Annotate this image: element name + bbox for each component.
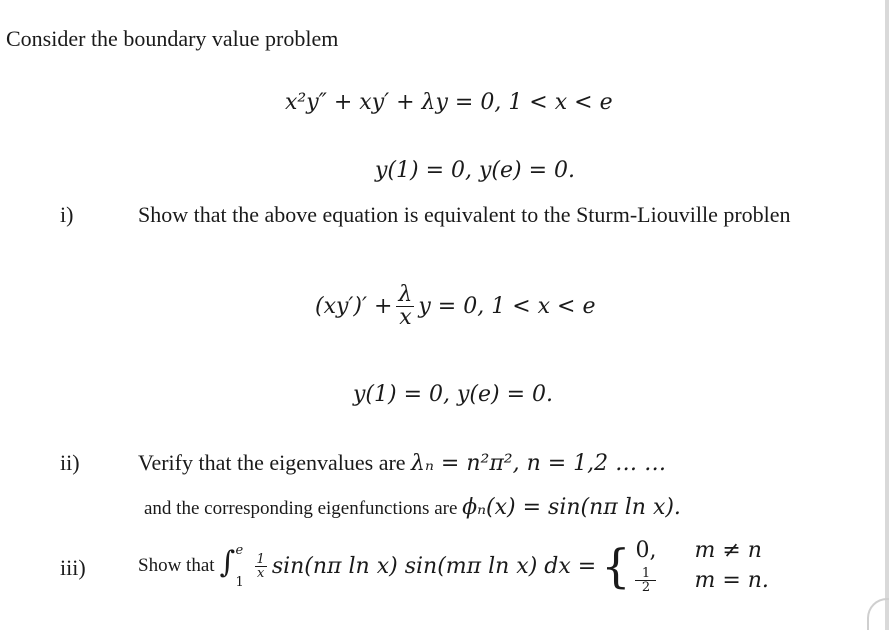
- case2-denominator: 2: [635, 580, 656, 594]
- int-frac-numerator: 1: [256, 551, 265, 567]
- page-edge: [885, 0, 889, 630]
- int-frac-denominator: x: [255, 566, 267, 580]
- eigenfunction-text: and the corresponding eigenfunctions are: [144, 498, 458, 519]
- orthogonality-statement: [138, 538, 769, 594]
- ode-equation: x²y″ + xy′ + λy = 0, 1 < x < e: [285, 90, 613, 115]
- eigenfunction-formula: ϕₙ(x) = sin(nπ ln x).: [462, 495, 681, 520]
- case2-condition: m = n.: [694, 568, 769, 593]
- part-i-text: Show that the above equation is equivalent to the Sturm-Liouville problen: [138, 202, 791, 227]
- part-ii-line1: [138, 450, 666, 476]
- piecewise-cases: [635, 538, 768, 594]
- frac-denominator: x: [396, 306, 414, 329]
- case1-value: 0,: [635, 538, 657, 563]
- show-that-text: Show that: [138, 555, 215, 576]
- part-iii-label: iii): [60, 555, 86, 580]
- integral-sign: [220, 541, 250, 591]
- page-corner: [867, 598, 889, 630]
- sturm-liouville-equation: [315, 284, 595, 329]
- boundary-conditions-1: y(1) = 0, y(e) = 0.: [375, 158, 576, 183]
- part-i-label: i): [60, 202, 74, 227]
- lambda-over-x-fraction: [396, 284, 414, 329]
- one-over-x-fraction: [255, 553, 267, 580]
- integral-upper-limit: e: [235, 543, 244, 558]
- sl-left: (xy′)′ +: [315, 294, 393, 319]
- eigenvalue-formula: λₙ = n²π², n = 1,2 … …: [411, 451, 667, 476]
- integral-symbol: ∫: [219, 545, 236, 580]
- eigenvalue-text: Verify that the eigenvalues are: [138, 450, 406, 475]
- sl-right: y = 0, 1 < x < e: [418, 294, 596, 319]
- integrand: sin(nπ ln x) sin(mπ ln x) dx =: [271, 553, 597, 579]
- left-brace: {: [601, 539, 631, 593]
- one-half-fraction: [635, 567, 656, 594]
- case2-numerator: 1: [641, 566, 651, 581]
- boundary-conditions-2: y(1) = 0, y(e) = 0.: [353, 382, 554, 407]
- part-ii-line2: [144, 495, 681, 520]
- integral-lower-limit: 1: [235, 575, 244, 590]
- frac-numerator: λ: [398, 282, 413, 307]
- intro-text: Consider the boundary value problem: [6, 26, 339, 51]
- case1-condition: m ≠ n: [694, 538, 762, 563]
- part-ii-label: ii): [60, 450, 80, 475]
